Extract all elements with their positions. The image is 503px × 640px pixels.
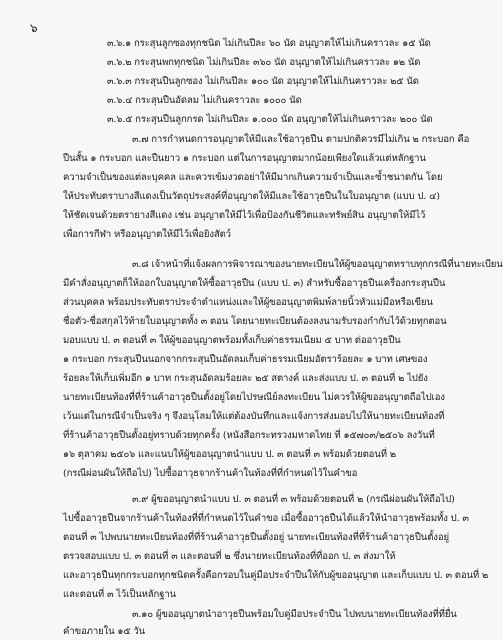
- section-3-8-line: นายทะเบียนท้องที่ที่ร้านค้าอาวุธปืนตั้งอยู่โดยไปรษณีย์ลงทะเบียน ไม่ควรให้ผู้ขออนุญาตถือไปเอง: [63, 392, 445, 403]
- section-3-9-line: และตอนที่ ๓ ไว้เป็นหลักฐาน: [63, 589, 176, 600]
- page-number: ๖: [30, 21, 38, 35]
- section-3-8-line: ๑ กระบอก กระสุนปืนนอกจากกระสุนปืนอัดลมเก็บค่าธรรมเนียมอัตราร้อยละ ๑ บาท เศษของ: [63, 354, 428, 365]
- section-3-9-line: ตรวจสอบแบบ ป. ๓ ตอนที่ ๓ และตอนที่ ๒ ซึ่งนายทะเบียนท้องที่ที่ออก ป. ๓ ส่งมาให้: [63, 551, 396, 562]
- section-3-10-line: ๓.๑๐ ผู้ขออนุญาตนำอาวุธปืนพร้อมใบคู่มือประจำปืน ไปพบนายทะเบียนท้องที่ที่ยื่น: [132, 609, 457, 620]
- item-3-6-5: ๓.๖.๕ กระสุนปืนลูกกรด ไม่เกินปีละ ๑.๐๐๐ นัด อนุญาตให้ไม่เกินคราวละ ๒๐๐ นัด: [107, 114, 433, 125]
- section-3-8-line: ที่ร้านค้าอาวุธปืนตั้งอยู่ทราบด้วยทุกครั้ง (หนังสือกระทรวงมหาดไทย ที่ ๑๕๗๐๓/๒๕๐๖ ลงวันที่: [63, 430, 435, 441]
- section-3-8-line: ชื่อตัว-ชื่อสกุลไว้ท้ายใบอนุญาตทั้ง ๓ ตอน โดยนายทะเบียนต้องลงนามรับรองกำกับไว้ด้วยทุกตอน: [63, 316, 447, 327]
- section-3-9-line: ๓.๙ ผู้ขออนุญาตนำแบบ ป. ๓ ตอนที่ ๓ พร้อมด้วยตอนที่ ๒ (กรณีผ่อนผันให้ถือไป): [132, 494, 455, 505]
- section-3-9-line: ตอนที่ ๓ ไปพบนายทะเบียนท้องที่ที่ร้านค้าอาวุธปืนตั้งอยู่ นายทะเบียนท้องที่ที่ร้านค้าอาวุธปืนตั้งอยู่: [63, 532, 449, 543]
- section-3-8-line: มีคำสั่งอนุญาตก็ให้ออกใบอนุญาตให้ซื้ออาวุธปืน (แบบ ป. ๓) สำหรับซื้ออาวุธปืนเครื่องกระสุนปืน: [63, 278, 446, 289]
- section-3-8-line: ส่วนบุคคล พร้อมประทับตราประจำตำแหน่งและให้ผู้ขออนุญาตพิมพ์ลายนิ้วหัวแม่มือหรือเขียน: [63, 297, 433, 308]
- section-3-7-line: ให้ประทับตราบางสีแดงเป็นวัตถุประสงค์ที่อนุญาตให้มีและใช้อาวุธปืนในใบอนุญาต (แบบ ป. ๔): [63, 191, 440, 202]
- section-3-7-line: ปืนสั้น ๑ กระบอก และปืนยาว ๑ กระบอก แต่ในการอนุญาตมากน้อยเพียงใดแล้วแต่หลักฐาน: [63, 153, 426, 164]
- section-3-7-line: ให้ชัดเจนด้วยตรายางสีแดง เช่น อนุญาตให้มีไว้เพื่อป้องกันชีวิตและทรัพย์สิน อนุญาตให้มีไว้: [63, 210, 426, 221]
- item-3-6-2: ๓.๖.๒ กระสุนพกทุกชนิด ไม่เกินปีละ ๓๖๐ นัด อนุญาตให้ไม่เกินคราวละ ๑๒ นัด: [107, 57, 421, 68]
- item-3-6-1: ๓.๖.๑ กระสุนลูกซองทุกชนิด ไม่เกินปีละ ๖๐ นัด อนุญาตให้ไม่เกินคราวละ ๑๕ นัด: [107, 38, 431, 49]
- section-3-10-line: คำขอภายใน ๑๕ วัน: [63, 626, 145, 637]
- section-3-9-line: และอาวุธปืนทุกกระบอกทุกชนิดครั้งคือกรอบในคู่มือประจำปืนให้กับผู้ขออนุญาต และเก็บแบบ ป. ๓ ตอนที่ ๒: [63, 570, 489, 581]
- item-3-6-3: ๓.๖.๓ กระสุนปืนลูกซอง ไม่เกินปีละ ๑๐๐ นัด อนุญาตให้ไม่เกินคราวละ ๒๕ นัด: [107, 76, 419, 87]
- section-3-8-line: เว้นแต่ในกรณีจำเป็นจริง ๆ จึงอนุโลมให้แต่ต้องบันทึกและแจ้งการส่งมอบไปให้นายทะเบียนท้องที่: [63, 411, 445, 422]
- section-3-8-line: ร้อยละให้เก็บเพิ่มอีก ๑ บาท กระสุนอัดลมร้อยละ ๒๕ สตางค์ และส่งแบบ ป. ๓ ตอนที่ ๒ ไปยัง: [63, 373, 428, 384]
- section-3-7-line: ความจำเป็นของแต่ละบุคคล และควรเข้มงวดอย่าให้มีมากเกินความจำเป็นและซ้ำชนาดกัน โดย: [63, 172, 443, 183]
- section-3-8-line: ๓.๘ เจ้าหน้าที่แจ้งผลการพิจารณาของนายทะเบียนให้ผู้ขออนุญาตทราบทุกกรณีที่นายทะเบียน: [132, 259, 503, 270]
- section-3-9-line: ไปซื้ออาวุธปืนจากร้านค้าในท้องที่ที่กำหนดไว้ในคำขอ เมื่อซื้ออาวุธปืนได้แล้วให้นำอาวุธพร้อมทั้ง ป. ๓: [63, 513, 469, 524]
- section-3-8-line: (กรณีผ่อนผันให้ถือไป) ไปซื้ออาวุธจากร้านค้าในท้องที่ที่กำหนดไว้ในคำขอ: [63, 468, 358, 479]
- section-3-7-line: เพื่อการกีฬา หรืออนุญาตให้มีไว้เพื่อยิงสัตว์: [63, 229, 231, 240]
- section-3-8-line: ๑๖ ตุลาคม ๒๕๐๖ และแนบให้ผู้ขออนุญาตนำแบบ ป. ๓ ตอนที่ ๓ พร้อมด้วยตอนที่ ๒: [63, 449, 396, 460]
- section-3-8-line: มอบแบบ ป. ๓ ตอนที่ ๓ ให้ผู้ขออนุญาตพร้อมทั้งเก็บค่าธรรมเนียม ๕ บาท ต่ออาวุธปืน: [63, 335, 401, 346]
- section-3-7-line: ๓.๗ การกำหนดการอนุญาตให้มีและใช้อาวุธปืน ตามปกติควรมีไม่เกิน ๒ กระบอก คือ: [132, 134, 470, 145]
- item-3-6-4: ๓.๖.๔ กระสุนปืนอัดลม ไม่เกินคราวละ ๑๐๐๐ นัด: [107, 95, 302, 106]
